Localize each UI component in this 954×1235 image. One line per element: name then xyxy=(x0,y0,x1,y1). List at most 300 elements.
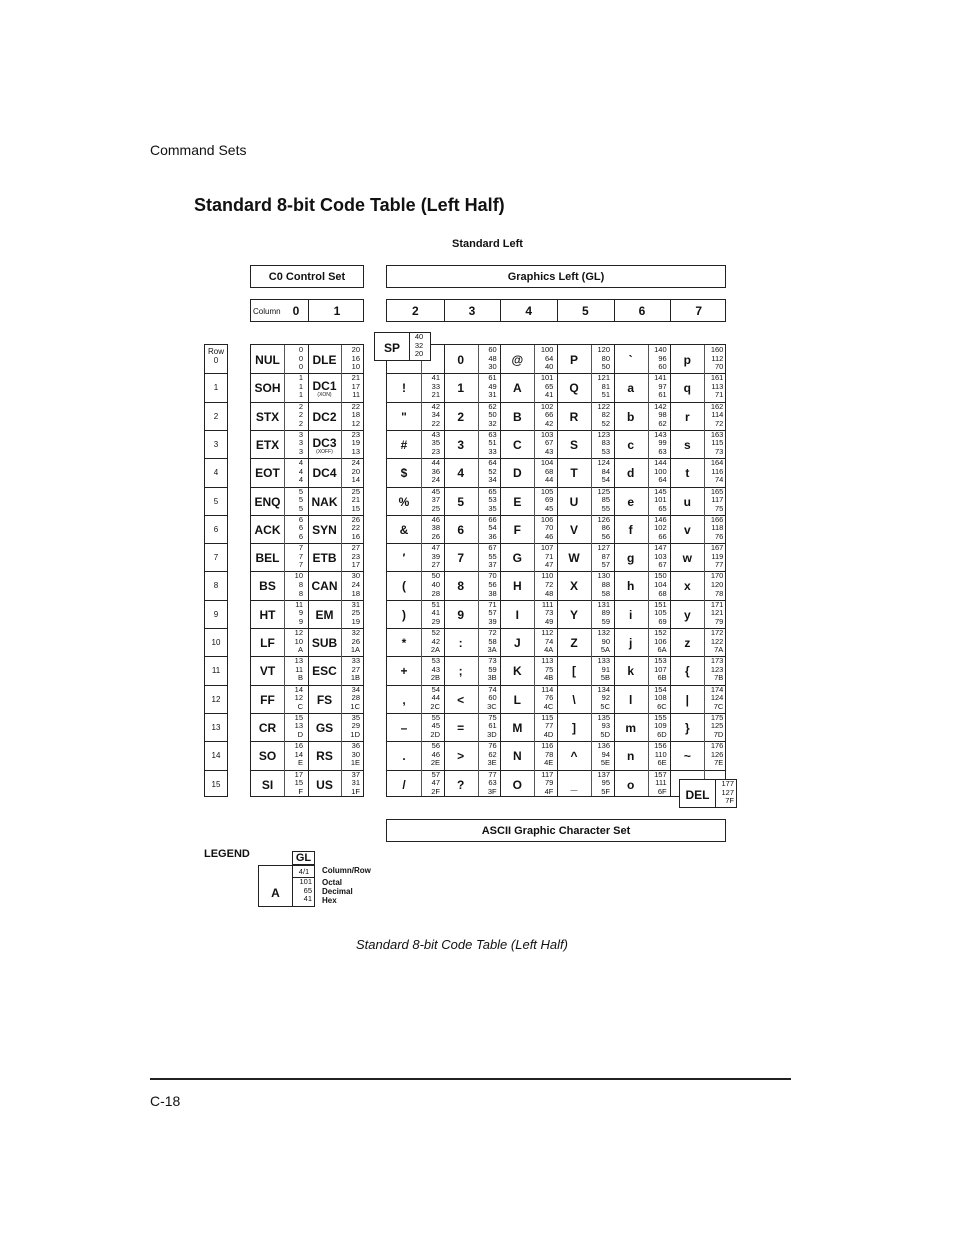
char-col2-6: & xyxy=(399,522,409,537)
code-oct: 6 xyxy=(298,514,303,524)
codes-col4-4 xyxy=(535,459,553,485)
code-hex: 27 xyxy=(431,560,440,570)
code-hex: 32 xyxy=(488,418,497,428)
codes-col7-12 xyxy=(705,686,723,712)
code-dec: 48 xyxy=(488,353,497,363)
code-oct: 120 xyxy=(597,345,610,354)
row-divider xyxy=(205,770,227,771)
char-sp: SP xyxy=(383,341,400,355)
code-dec: 11 xyxy=(295,664,303,674)
codes-col0-0 xyxy=(285,346,303,372)
code-dec: 12 xyxy=(294,693,303,703)
code-oct: 166 xyxy=(710,514,724,524)
code-hex: F xyxy=(298,786,303,796)
code-dec: 61 xyxy=(488,721,497,731)
codes-col1-9 xyxy=(342,601,360,627)
char-col3-12: < xyxy=(457,692,465,707)
code-hex: 70 xyxy=(714,362,724,372)
codes-col1-2 xyxy=(342,403,360,429)
code-oct: 143 xyxy=(654,429,667,439)
char-col6-14: n xyxy=(626,749,635,764)
codes-col1-5 xyxy=(342,488,360,514)
code-dec: 85 xyxy=(601,495,610,505)
code-dec: 62 xyxy=(488,749,497,759)
code-hex: 73 xyxy=(714,447,724,457)
code-oct: 76 xyxy=(488,741,497,751)
code-hex: 0 xyxy=(298,362,303,372)
code-oct: 167 xyxy=(710,543,724,553)
row-divider xyxy=(205,402,227,403)
code-oct: 30 xyxy=(351,571,360,581)
char-col7-3: s xyxy=(683,437,691,452)
char-col7-1: q xyxy=(683,381,691,396)
row-label-6: 6 xyxy=(213,524,219,534)
char-col4-0: @ xyxy=(511,353,524,367)
code-oct: 67 xyxy=(488,543,497,553)
codes-col3-6 xyxy=(479,516,497,542)
code-oct: 10 xyxy=(294,571,303,581)
codes-col0-10 xyxy=(285,629,303,655)
row-divider xyxy=(205,458,227,459)
code-dec: 119 xyxy=(711,551,724,561)
row-divider xyxy=(205,600,227,601)
code-oct: 60 xyxy=(488,345,497,354)
legend-codes xyxy=(293,878,312,904)
code-oct: 133 xyxy=(597,656,610,666)
code-hex: 6F xyxy=(657,786,667,796)
code-dec: 47 xyxy=(431,778,440,788)
code-oct: 70 xyxy=(488,571,497,581)
code-oct: 35 xyxy=(351,712,360,722)
sp-codes xyxy=(411,333,427,359)
code-dec: 78 xyxy=(544,749,554,759)
codes-col1-0 xyxy=(342,346,360,372)
codes-col6-1 xyxy=(649,374,667,400)
code-hex: 45 xyxy=(544,503,554,513)
code-dec: 51 xyxy=(488,438,497,448)
char-col4-11: K xyxy=(512,664,522,679)
code-octal: 101 xyxy=(299,877,312,886)
codes-col5-8 xyxy=(592,572,610,598)
code-dec: 86 xyxy=(601,523,610,533)
code-dec: 74 xyxy=(544,636,554,646)
code-dec: 45 xyxy=(431,721,440,731)
code-dec: 100 xyxy=(654,466,667,476)
row-label-2: 2 xyxy=(213,411,219,421)
code-hex: 39 xyxy=(488,616,497,626)
char-col7-5: u xyxy=(683,494,691,509)
codes-col5-0 xyxy=(592,346,610,372)
code-oct: 111 xyxy=(541,599,554,609)
char-col1-15: US xyxy=(316,777,333,792)
column-number-4: 4 xyxy=(525,303,532,318)
row-label-title: Row xyxy=(207,347,224,356)
code-hex: 6A xyxy=(657,645,667,655)
codes-col0-11 xyxy=(285,657,303,683)
codes-col6-10 xyxy=(649,629,667,655)
code-dec: 109 xyxy=(654,721,667,731)
code-oct: 0 xyxy=(298,345,303,354)
codes-col7-0 xyxy=(705,346,723,372)
code-hex: 48 xyxy=(544,588,554,598)
code-dec: 1 xyxy=(298,381,303,391)
codes-col6-6 xyxy=(649,516,667,542)
code-dec: 91 xyxy=(601,664,610,674)
codes-col3-5 xyxy=(479,488,497,514)
code-oct: 163 xyxy=(710,429,724,439)
char-col2-3: # xyxy=(400,437,408,452)
char-col5-13: ] xyxy=(572,720,576,735)
code-oct: 56 xyxy=(431,741,440,751)
code-hex: 31 xyxy=(488,390,497,400)
code-hex: 18 xyxy=(351,588,360,598)
code-dec: 99 xyxy=(658,438,667,448)
char-col0-5: ENQ xyxy=(254,494,281,509)
code-hex: 79 xyxy=(714,616,724,626)
code-oct: 176 xyxy=(710,741,724,751)
char-col2-13: – xyxy=(400,720,408,735)
code-hex: 19 xyxy=(351,616,360,626)
char-col3-0: 0 xyxy=(457,353,464,367)
char-col4-14: N xyxy=(512,749,522,764)
code-dec: 79 xyxy=(544,778,554,788)
code-hex: 38 xyxy=(488,588,497,598)
codes-col4-11 xyxy=(535,657,553,683)
codes-col2-4 xyxy=(422,459,440,485)
code-dec: 124 xyxy=(710,693,724,703)
char-del: DEL xyxy=(685,788,710,802)
char-col1-1: DC1 xyxy=(312,379,337,394)
codes-col5-4 xyxy=(592,459,610,485)
code-oct: 14 xyxy=(294,684,303,694)
char-col2-12: , xyxy=(402,692,406,707)
code-dec: 43 xyxy=(431,664,440,674)
code-decimal: 127 xyxy=(721,787,734,797)
char-col1-10: SUB xyxy=(311,636,338,650)
codes-col4-3 xyxy=(535,431,553,457)
code-dec: 37 xyxy=(431,495,440,505)
code-oct: 144 xyxy=(654,458,667,468)
row-divider xyxy=(205,487,227,488)
code-dec: 52 xyxy=(488,466,497,476)
code-oct: 73 xyxy=(488,656,497,666)
code-dec: 65 xyxy=(544,381,554,391)
codes-col3-0 xyxy=(479,346,497,372)
char-col3-14: > xyxy=(457,749,465,764)
codes-col1-14 xyxy=(342,742,360,768)
code-oct: 31 xyxy=(351,599,360,609)
char-col0-10: LF xyxy=(260,636,275,650)
char-col1-8: CAN xyxy=(311,579,338,594)
code-oct: 27 xyxy=(351,543,360,553)
code-oct: 34 xyxy=(351,684,360,694)
codes-col5-2 xyxy=(592,403,610,429)
code-hex: 36 xyxy=(488,531,497,541)
code-oct: 75 xyxy=(488,712,497,722)
char-col0-7: BEL xyxy=(255,551,280,566)
code-hex: 2C xyxy=(430,701,440,711)
codes-col0-1 xyxy=(285,374,303,400)
codes-col3-14 xyxy=(479,742,497,768)
code-oct: 53 xyxy=(431,656,440,666)
legend-key-colrow: Column/Row xyxy=(322,866,371,875)
gl-grid xyxy=(386,340,726,797)
code-hex: 5D xyxy=(600,730,610,740)
code-oct: 134 xyxy=(597,684,610,694)
code-oct: 114 xyxy=(541,684,554,694)
codes-col2-6 xyxy=(422,516,440,542)
code-hex: 52 xyxy=(601,418,610,428)
code-dec: 8 xyxy=(298,579,303,589)
code-hex: 2E xyxy=(430,758,440,768)
char-col4-4: D xyxy=(512,466,522,481)
code-oct: 15 xyxy=(294,712,303,722)
char-col2-14: . xyxy=(402,749,406,764)
codes-col0-4 xyxy=(285,459,303,485)
char-col4-7: G xyxy=(512,551,522,566)
char-col5-12: \ xyxy=(572,692,576,707)
codes-col4-8 xyxy=(535,572,553,598)
code-hex: 26 xyxy=(431,531,440,541)
code-hex: 5E xyxy=(600,758,610,768)
code-hex: 4D xyxy=(543,730,554,740)
codes-col6-2 xyxy=(649,403,667,429)
codes-col0-13 xyxy=(285,714,303,740)
code-dec: 82 xyxy=(601,410,610,420)
row-labels xyxy=(204,344,228,797)
codes-col1-8 xyxy=(342,572,360,598)
codes-col2-7 xyxy=(422,544,440,570)
code-dec: 46 xyxy=(431,749,440,759)
char-col0-15: SI xyxy=(261,777,274,792)
code-oct: 106 xyxy=(540,514,554,524)
code-oct: 22 xyxy=(351,401,360,411)
codes-col0-8 xyxy=(285,572,303,598)
code-hex: 51 xyxy=(601,390,610,400)
code-oct: 170 xyxy=(710,571,724,581)
row-divider xyxy=(205,741,227,742)
row-label-15: 15 xyxy=(211,779,221,789)
code-hex: 22 xyxy=(431,418,440,428)
codes-col5-9 xyxy=(592,601,610,627)
codes-col2-15 xyxy=(422,771,440,797)
code-oct: 116 xyxy=(541,741,554,751)
row-label-14: 14 xyxy=(211,751,221,761)
code-dec: 102 xyxy=(654,523,667,533)
code-hex: 77 xyxy=(714,560,724,570)
legend-colrow: 4/1 xyxy=(298,867,310,876)
char-col3-3: 3 xyxy=(457,437,464,452)
codes-col6-14 xyxy=(649,742,667,768)
code-hex: 71 xyxy=(714,390,724,400)
code-dec: 68 xyxy=(544,466,554,476)
code-oct: 1 xyxy=(298,373,303,383)
codes-col6-12 xyxy=(649,686,667,712)
codes-col4-10 xyxy=(535,629,553,655)
code-oct: 72 xyxy=(488,628,497,637)
codes-col3-2 xyxy=(479,403,497,429)
char-col0-1: SOH xyxy=(254,381,281,396)
code-dec: 77 xyxy=(544,721,554,731)
code-hex: B xyxy=(297,673,303,683)
char-col4-13: M xyxy=(512,720,523,735)
code-hex: 4A xyxy=(544,645,554,655)
char-col7-4: t xyxy=(685,466,690,481)
divider xyxy=(409,333,410,360)
code-oct: 66 xyxy=(488,514,497,524)
code-hex: 5A xyxy=(600,645,610,655)
code-dec: 34 xyxy=(431,410,440,420)
codes-col7-11 xyxy=(705,657,723,683)
codes-col0-3 xyxy=(285,431,303,457)
legend-title: LEGEND xyxy=(204,848,250,860)
footer-rule xyxy=(150,1078,791,1080)
code-dec: 57 xyxy=(488,608,497,618)
code-dec: 42 xyxy=(431,636,440,646)
code-oct: 17 xyxy=(294,769,303,779)
char-col0-12: FF xyxy=(260,692,275,707)
code-oct: 41 xyxy=(431,373,440,383)
char-col1-2: DC2 xyxy=(312,409,337,424)
figure-caption: Standard 8-bit Code Table (Left Half) xyxy=(356,937,568,952)
code-dec: 80 xyxy=(601,353,610,363)
codes-col0-14 xyxy=(285,742,303,768)
char-col5-14: ^ xyxy=(570,749,578,764)
codes-col4-13 xyxy=(535,714,553,740)
codes-col5-10 xyxy=(592,629,610,655)
codes-col3-4 xyxy=(479,459,497,485)
code-hex: 3 xyxy=(298,447,303,457)
code-dec: 117 xyxy=(711,495,724,505)
legend-cell xyxy=(258,865,315,907)
codes-col6-15 xyxy=(649,771,667,797)
char-col0-0: NUL xyxy=(255,353,280,367)
code-hex: 6E xyxy=(657,758,667,768)
code-dec: 66 xyxy=(544,410,554,420)
code-dec: 101 xyxy=(654,495,667,505)
code-oct: 57 xyxy=(431,769,440,779)
code-oct: 146 xyxy=(654,514,667,524)
column-number-5: 5 xyxy=(581,303,589,318)
code-oct: 155 xyxy=(654,712,667,722)
code-dec: 104 xyxy=(654,579,667,589)
code-oct: 115 xyxy=(541,712,554,722)
char-col4-9: I xyxy=(515,607,519,622)
code-oct: 102 xyxy=(540,401,554,411)
code-dec: 27 xyxy=(351,664,360,674)
code-dec: 75 xyxy=(544,664,554,674)
code-dec: 125 xyxy=(710,721,724,731)
code-hex: 69 xyxy=(658,616,667,626)
char-col7-0: p xyxy=(683,353,691,367)
code-hex: 7B xyxy=(714,673,724,683)
code-dec: 55 xyxy=(488,551,497,561)
code-hex: 49 xyxy=(544,616,554,626)
code-hex: 3E xyxy=(487,758,497,768)
code-hex: 60 xyxy=(658,362,667,372)
code-hex: 17 xyxy=(351,560,360,570)
char-col0-8: BS xyxy=(259,579,276,594)
code-hex: 50 xyxy=(601,362,610,372)
del-cell xyxy=(679,779,737,808)
row-label-10: 10 xyxy=(211,638,221,647)
code-hex: 42 xyxy=(544,418,554,428)
code-dec: 114 xyxy=(711,410,724,420)
char-col3-15: ? xyxy=(456,777,465,792)
code-oct: 151 xyxy=(654,599,667,609)
code-dec: 98 xyxy=(658,410,667,420)
char-col2-15: / xyxy=(402,777,406,792)
char-col1-3: DC3 xyxy=(312,435,337,450)
char-col3-6: 6 xyxy=(457,522,464,537)
code-dec: 116 xyxy=(711,466,724,476)
legend-set: GL xyxy=(292,851,315,865)
code-hex: C xyxy=(297,701,303,711)
char-col3-10: : xyxy=(458,636,463,650)
c0-grid xyxy=(250,344,364,797)
row-divider xyxy=(205,430,227,431)
code-dec: 126 xyxy=(710,749,724,759)
char-col4-3: C xyxy=(512,437,522,452)
code-oct: 145 xyxy=(654,486,667,496)
char-col6-8: h xyxy=(626,579,635,594)
codes-col2-11 xyxy=(422,657,440,683)
code-oct: 54 xyxy=(431,684,440,694)
code-dec: 30 xyxy=(351,749,360,759)
ascii-graphic-set-label: ASCII Graphic Character Set xyxy=(386,819,726,842)
code-oct: 136 xyxy=(597,741,610,751)
codes-col1-6 xyxy=(342,516,360,542)
code-dec: 95 xyxy=(601,778,610,788)
code-oct: 121 xyxy=(597,373,610,383)
char-col4-6: F xyxy=(513,522,521,537)
code-oct: 16 xyxy=(294,741,303,751)
code-hex: 2D xyxy=(430,730,440,740)
code-hex: 6 xyxy=(298,531,303,541)
code-oct: 100 xyxy=(540,345,554,354)
code-hex: 57 xyxy=(601,560,610,570)
code-hex: 4F xyxy=(544,786,554,796)
char-col1-12: FS xyxy=(316,692,333,707)
codes-col0-12 xyxy=(285,686,303,712)
code-oct: 152 xyxy=(654,628,667,637)
code-hex: 24 xyxy=(431,475,440,485)
row-divider xyxy=(205,543,227,544)
char-col6-10: j xyxy=(628,636,633,650)
column-label: Column xyxy=(253,307,281,316)
page-number: C-18 xyxy=(150,1093,181,1109)
code-oct: 13 xyxy=(294,656,303,666)
code-hex: 2A xyxy=(430,645,440,655)
row-label-1: 1 xyxy=(213,383,219,393)
code-dec: 87 xyxy=(601,551,610,561)
codes-col2-5 xyxy=(422,488,440,514)
code-hex: 33 xyxy=(488,447,497,457)
char-col4-10: J xyxy=(513,636,521,650)
code-oct: 47 xyxy=(431,543,440,553)
codes-col7-2 xyxy=(705,403,723,429)
codes-col2-14 xyxy=(422,742,440,768)
codes-col7-14 xyxy=(705,742,723,768)
code-oct: 74 xyxy=(488,684,497,694)
code-dec: 72 xyxy=(544,579,554,589)
code-dec: 38 xyxy=(431,523,440,533)
char-col6-2: b xyxy=(626,409,635,424)
code-dec: 16 xyxy=(351,353,360,363)
codes-col3-13 xyxy=(479,714,497,740)
row-divider xyxy=(205,373,227,374)
code-oct: 162 xyxy=(710,401,724,411)
